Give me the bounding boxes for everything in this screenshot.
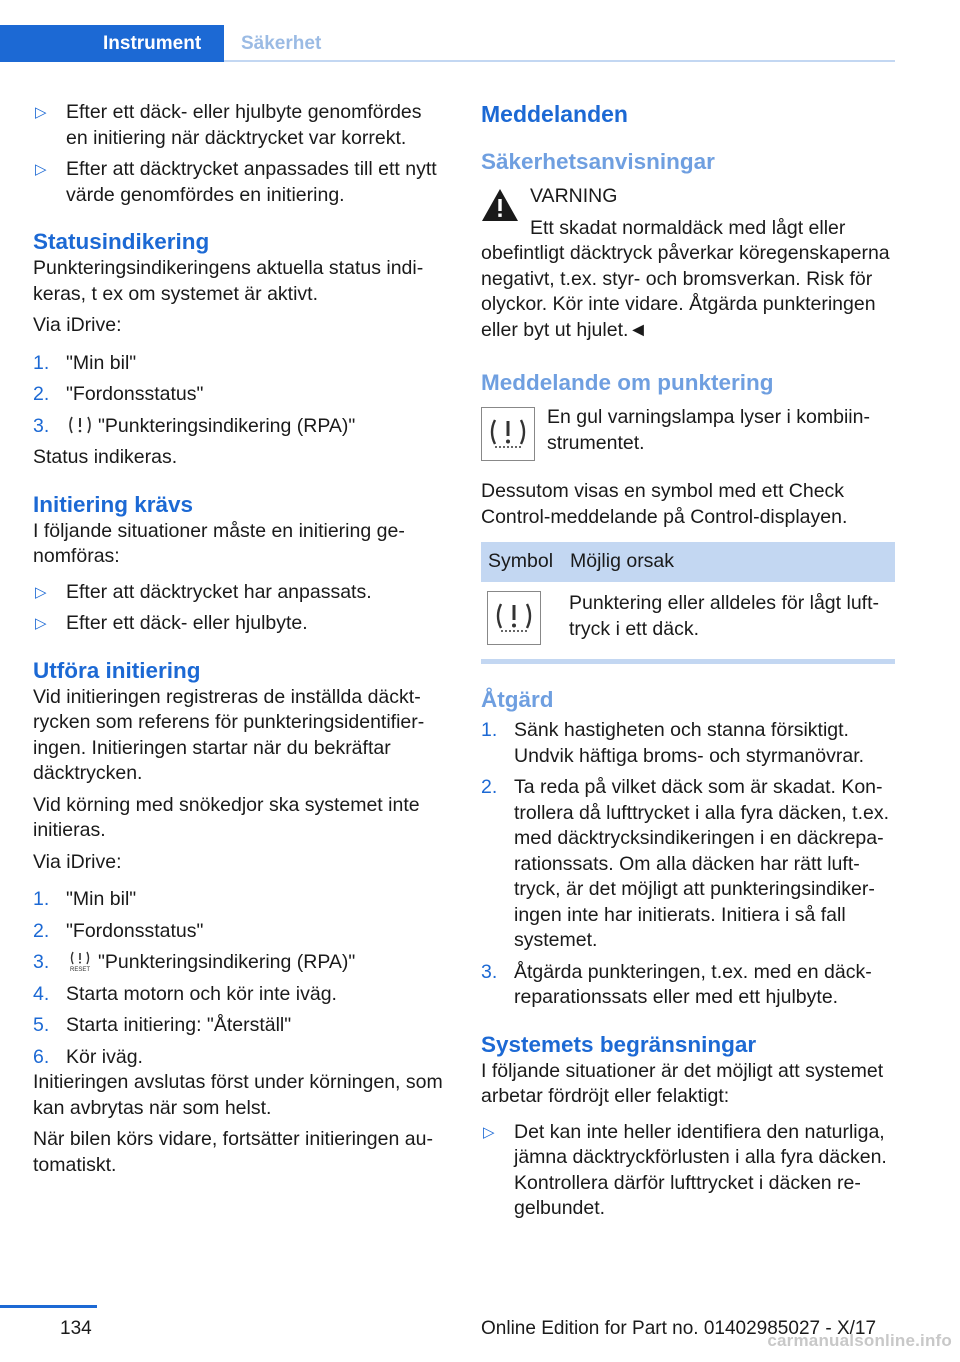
list-item: 2. Ta reda på vilket däck som är skadat. Kontrollera då lufttrycket i alla fyra däcken, t.ex. med däcktrycksindikeringen i en däckreparationssats. Om alla däcken har rätt lufttryck, är det möjligt att punkteringsindikeringen inte har initierats. Initiera i så fall systemet.	[481, 776, 889, 951]
list-item: 1. "Min bil"	[33, 351, 137, 374]
list-item: ▷ Efter att däcktrycket anpassades till ett nytt värde genomfördes en initiering.	[35, 158, 437, 206]
end-text-1: Initieringen avslutas först under körningen, som kan avbrytas när som helst.	[33, 1071, 443, 1119]
edition-text: Online Edition for Part no. 01402985027 - X/17	[481, 1318, 877, 1339]
left-column	[33, 100, 447, 1178]
list-item: 2. "Fordonsstatus"	[33, 383, 204, 405]
table-header-symbol: Symbol	[481, 542, 563, 582]
footer-line	[0, 1305, 97, 1308]
tire-pressure-reset-icon	[66, 950, 94, 972]
limits-heading: Systemets begränsningar	[481, 1031, 757, 1057]
safety-heading: Säkerhetsanvisningar	[481, 149, 715, 174]
list-item: 3. "Punkteringsindikering (RPA)"	[33, 414, 356, 437]
list-item: 3. Åtgärda punkteringen, t.ex. med en däckreparationssats eller med ett hjulbyte.	[481, 960, 872, 1008]
tab-instrument[interactable]: Instrument	[0, 25, 224, 62]
end-text-2: När bilen körs vidare, fortsätter initieringen automatiskt.	[33, 1128, 433, 1176]
perform-text-1: Vid initieringen registreras de inställda däcktrycken som referens för punkteringsidentifieringen. Initieringen startar när du bekräftar däcktrycken.	[33, 685, 425, 784]
header-tabbar	[0, 25, 895, 62]
list-item: ▷ Efter ett däck- eller hjulbyte.	[33, 611, 447, 637]
action-heading: Åtgärd	[481, 687, 554, 712]
triangle-bullet-icon: ▷	[483, 1123, 495, 1141]
tire-pressure-warning-icon	[486, 416, 530, 452]
via-idrive-2: Via iDrive:	[33, 850, 122, 873]
triangle-bullet-icon: ▷	[35, 104, 47, 121]
list-item: 5. Starta initiering: "Återställ"	[33, 1014, 292, 1036]
right-column	[481, 100, 895, 1222]
puncture-heading: Meddelande om punktering	[481, 370, 774, 395]
puncture-lamp-icon-box	[481, 407, 535, 461]
limits-text: I följande situationer är det möjligt att systemet arbetar fördröjt eller felaktigt:	[481, 1059, 884, 1107]
tire-pressure-warning-icon	[66, 414, 94, 436]
warning-block	[481, 184, 895, 218]
list-item: 1. "Min bil"	[33, 888, 137, 910]
list-item: 3. RESET "Punkteringsindikering (RPA)"	[33, 951, 356, 973]
list-item: ▷ Efter att däcktrycket har anpassats.	[33, 580, 447, 606]
via-idrive-1: Via iDrive:	[33, 314, 122, 336]
watermark: carmanualsonline.info	[767, 1331, 952, 1350]
list-item: ▷ Det kan inte heller identifiera den naturliga, jämna däcktryckförlusten i alla fyra däcken. Kontrollera därför lufttrycket i däcken regelbundet.	[483, 1120, 887, 1219]
triangle-bullet-icon: ▷	[35, 161, 47, 178]
triangle-bullet-icon: ▷	[35, 615, 47, 632]
warning-triangle-icon	[481, 187, 519, 223]
puncture-symbol-box	[487, 591, 541, 645]
messages-heading: Meddelanden	[481, 101, 628, 127]
list-item: 4. Starta motorn och kör inte iväg.	[33, 982, 337, 1005]
tire-pressure-warning-icon	[492, 600, 536, 636]
perform-heading: Utföra initiering	[33, 657, 201, 683]
triangle-bullet-icon: ▷	[35, 583, 47, 601]
list-item: ▷ Efter ett däck- eller hjulbyte genomfördes en initiering när däcktrycket var korrekt.	[35, 101, 422, 149]
warning-label: VARNING	[530, 185, 618, 207]
reset-icon-label: RESET	[69, 967, 91, 972]
table-row	[481, 582, 895, 645]
tab-sakerhet[interactable]: Säkerhet	[224, 25, 895, 62]
puncture-block	[481, 405, 895, 465]
symbol-table	[481, 542, 895, 645]
page-number: 134	[60, 1318, 92, 1339]
status-heading: Statusindikering	[33, 229, 210, 254]
puncture-text: En gul varningslampa lyser i kombiinstrumentet.	[547, 406, 870, 454]
tab-underline	[224, 60, 895, 62]
status-result: Status indikeras.	[33, 446, 178, 468]
list-item: 6. Kör iväg.	[33, 1045, 143, 1068]
init-text: I följande situationer måste en initiering genomföras:	[33, 519, 405, 567]
table-cell-cause: Punktering eller alldeles för lågt lufttryck i ett däck.	[569, 592, 879, 640]
list-item: 1. Sänk hastigheten och stanna försiktigt. Undvik häftiga broms- och styrmanövrar.	[481, 719, 865, 767]
table-header-cause: Möjlig orsak	[563, 542, 895, 582]
list-item: 2. "Fordonsstatus"	[33, 919, 204, 942]
perform-text-2: Vid körning med snökedjor ska systemet inte initieras.	[33, 793, 420, 841]
init-heading: Initiering krävs	[33, 491, 194, 517]
cc-text: Dessutom visas en symbol med ett Check Control-meddelande på Control-displayen.	[481, 480, 848, 528]
warning-text: Ett skadat normaldäck med lågt eller obefintligt däcktryck påverkar köregenskaperna negativt, t.ex. styr- och bromsverkan. Risk för olyckor. Kör inte vidare. Åtgärda punkteringen eller byt ut hjulet.◄	[481, 216, 890, 341]
status-text: Punkteringsindikeringens aktuella status indikeras, t ex om systemet är aktivt.	[33, 257, 424, 305]
